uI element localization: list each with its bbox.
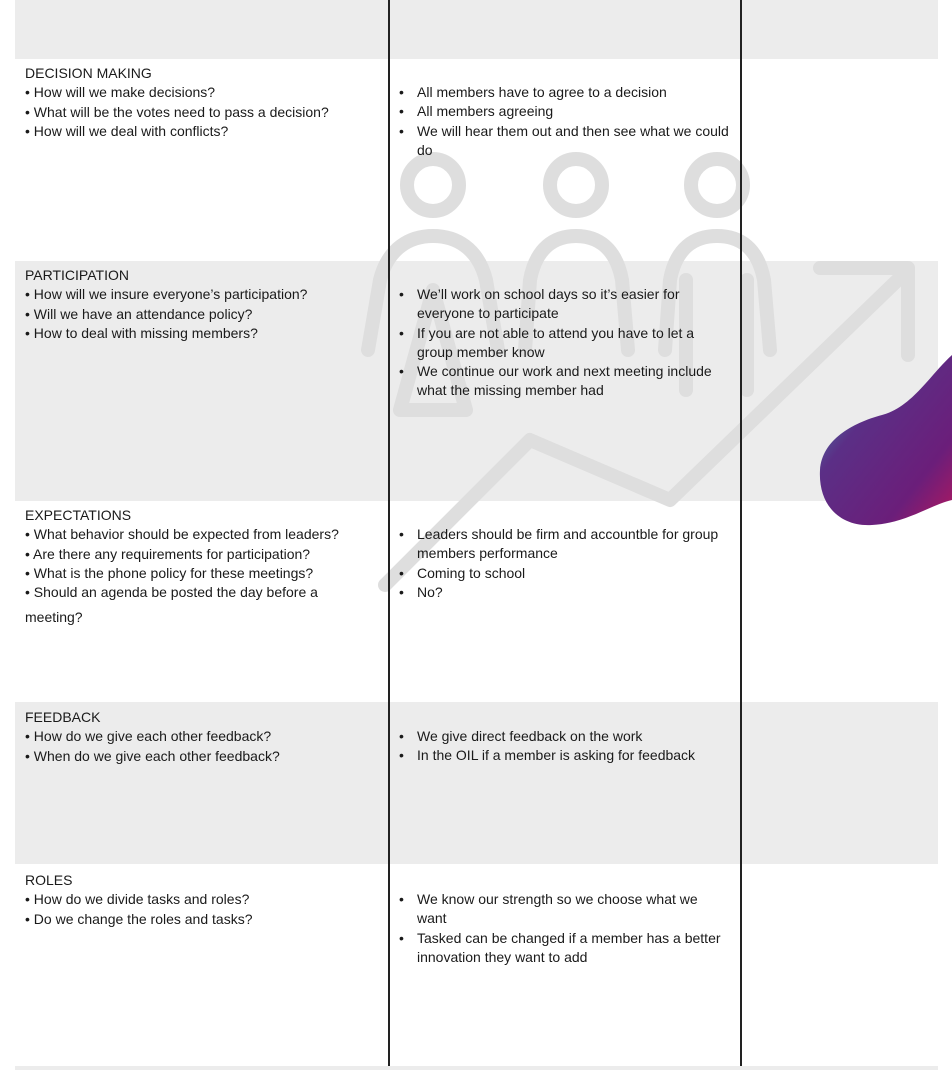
- answer-item: • In the OIL if a member is asking for feedback: [399, 746, 731, 765]
- question-item: • When do we give each other feedback?: [25, 747, 280, 764]
- feedback-questions: [25, 708, 380, 766]
- answer-item: • We give direct feedback on the work: [399, 727, 731, 746]
- column-divider-right: [740, 0, 742, 1066]
- roles-answers: [399, 890, 731, 967]
- answer-item: • We’ll work on school days so it’s easier for everyone to participate: [399, 285, 731, 324]
- answer-item: • Coming to school: [399, 564, 731, 583]
- question-item: • How will we insure everyone’s participation?: [25, 286, 308, 303]
- question-item: • Should an agenda be posted the day before a: [25, 584, 318, 601]
- question-item: • What is the phone policy for these meetings?: [25, 564, 314, 581]
- answer-item: • We will hear them out and then see what we could do: [399, 122, 731, 161]
- question-item: • Will we have an attendance policy?: [25, 305, 253, 322]
- decision-making-questions: [25, 64, 380, 141]
- answer-item: • Leaders should be firm and accountble for group members performance: [399, 525, 731, 564]
- answer-item: • We know our strength so we choose what we want: [399, 890, 731, 929]
- answer-item: • Tasked can be changed if a member has a better innovation they want to add: [399, 929, 731, 968]
- answer-item: • No?: [399, 583, 731, 602]
- question-item: • What behavior should be expected from leaders?: [25, 526, 339, 543]
- question-item: • How do we divide tasks and roles?: [25, 891, 250, 908]
- participation-answers: [399, 285, 731, 401]
- expectations-answers: [399, 525, 731, 602]
- question-item: • How do we give each other feedback?: [25, 728, 272, 745]
- answer-item: • All members have to agree to a decision: [399, 83, 731, 102]
- column-divider-left: [388, 0, 390, 1066]
- answer-item: • If you are not able to attend you have to let a group member know: [399, 324, 731, 363]
- participation-questions: [25, 266, 380, 343]
- decorative-blob: [812, 355, 952, 530]
- decision-making-answers: [399, 83, 731, 160]
- question-item: • What will be the votes need to pass a decision?: [25, 103, 329, 120]
- answer-item: • We continue our work and next meeting include what the missing member had: [399, 362, 731, 401]
- question-item: • Do we change the roles and tasks?: [25, 910, 253, 927]
- section-heading: DECISION MAKING: [25, 65, 152, 81]
- question-item: meeting?: [25, 609, 83, 626]
- expectations-questions: [25, 506, 380, 628]
- section-heading: ROLES: [25, 872, 73, 888]
- question-item: • How to deal with missing members?: [25, 324, 258, 341]
- question-item: • How will we deal with conflicts?: [25, 122, 229, 139]
- question-item: • Are there any requirements for participation?: [25, 545, 311, 562]
- section-heading: FEEDBACK: [25, 709, 101, 725]
- roles-questions: [25, 871, 380, 929]
- answer-item: • All members agreeing: [399, 102, 731, 121]
- feedback-answers: [399, 727, 731, 766]
- bottom-row-band: [15, 1066, 938, 1070]
- section-heading: EXPECTATIONS: [25, 507, 132, 523]
- question-item: • How will we make decisions?: [25, 84, 216, 101]
- header-row-band: [15, 0, 938, 59]
- section-heading: PARTICIPATION: [25, 267, 129, 283]
